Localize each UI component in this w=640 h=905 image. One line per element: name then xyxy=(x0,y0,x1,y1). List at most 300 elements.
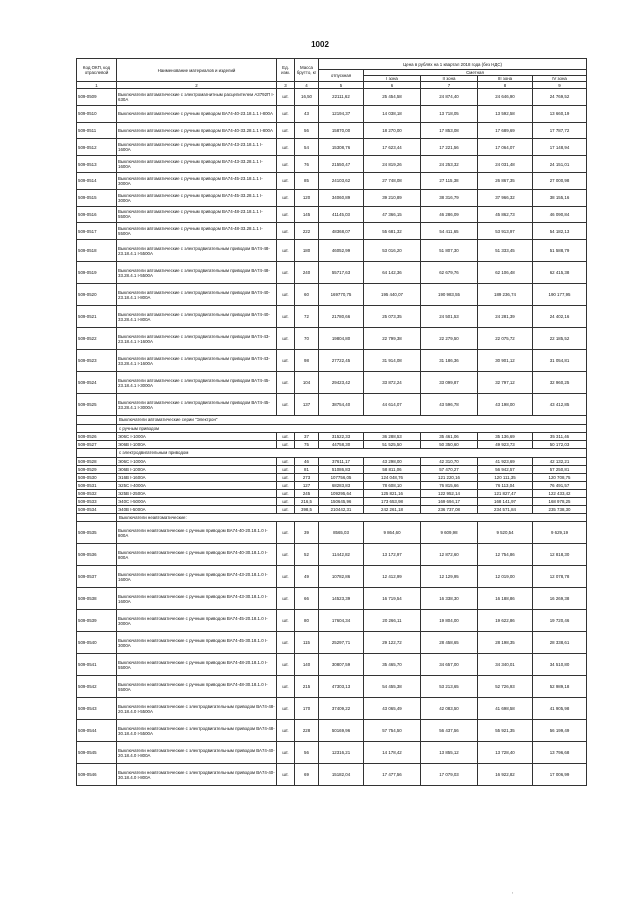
item-code: 509-0512 xyxy=(77,139,117,156)
item-code: 509-0533 xyxy=(77,497,117,505)
price-zone-1: 55 681,32 xyxy=(364,223,421,240)
item-mass: 120 xyxy=(295,189,319,206)
table-row xyxy=(77,489,587,497)
header-zone-4: IV зона xyxy=(533,76,587,82)
price-zone-3: 41 698,58 xyxy=(478,698,533,720)
price-release: 21550,47 xyxy=(319,156,364,173)
item-name: Э16В I-1600А xyxy=(117,473,277,481)
item-code: 509-0509 xyxy=(77,89,117,106)
col-number: 6 xyxy=(364,82,421,89)
table-row xyxy=(77,156,587,173)
item-name: Выключатели автоматические с электродвигательным приводом ВА74-40-33.28.4.1 I-800А xyxy=(117,306,277,328)
header-zone-1: I зона xyxy=(364,76,421,82)
price-release: 25297,71 xyxy=(319,632,364,654)
price-zone-3: 49 923,73 xyxy=(478,441,533,449)
price-zone-2: 53 213,65 xyxy=(421,676,478,698)
item-mass: 56 xyxy=(295,742,319,764)
price-release: 12194,37 xyxy=(319,105,364,122)
price-release: 14523,39 xyxy=(319,588,364,610)
price-zone-2: 9 609,98 xyxy=(421,522,478,544)
item-code: 509-0521 xyxy=(77,306,117,328)
item-name: Выключатели неавтоматические с ручным приводом ВА74-43-20.18.1.0 I-1600А xyxy=(117,566,277,588)
price-zone-4: 35 311,46 xyxy=(533,433,587,441)
item-name: Э25С I-4000А xyxy=(117,481,277,489)
price-zone-3: 17 064,07 xyxy=(478,139,533,156)
price-zone-4: 28 338,61 xyxy=(533,632,587,654)
price-zone-4: 62 415,38 xyxy=(533,262,587,284)
price-zone-1: 57 754,50 xyxy=(364,720,421,742)
item-name: Выключатели неавтоматические с ручным приводом ВА74-40-20.18.1.0 I-800А xyxy=(117,522,277,544)
price-zone-3: 121 827,47 xyxy=(478,489,533,497)
price-zone-2: 121 220,16 xyxy=(421,473,478,481)
price-zone-4: 38 155,16 xyxy=(533,189,587,206)
price-release: 12316,21 xyxy=(319,742,364,764)
section-heading: с электродвигательным приводом xyxy=(117,449,587,458)
price-zone-4: 9 629,19 xyxy=(533,522,587,544)
price-zone-3: 22 075,72 xyxy=(478,328,533,350)
item-name: Выключатели автоматические с электродвигательным приводом ВА74-45-33.28.4.1 I-3000А xyxy=(117,394,277,416)
price-zone-4: 52 989,18 xyxy=(533,676,587,698)
price-zone-2: 43 596,78 xyxy=(421,394,478,416)
price-release: 46052,99 xyxy=(319,240,364,262)
col-number: 3 xyxy=(277,82,295,89)
price-release: 37409,22 xyxy=(319,698,364,720)
price-zone-2: 31 186,36 xyxy=(421,350,478,372)
item-code: 509-0520 xyxy=(77,284,117,306)
item-unit: шт. xyxy=(277,172,295,189)
col-number: 7 xyxy=(421,82,478,89)
price-zone-1: 25 454,58 xyxy=(364,89,421,106)
col-number: 8 xyxy=(478,82,533,89)
item-name: Выключатели автоматические с электродвигательным приводом ВА74-40-23.18.4.1 I-800А xyxy=(117,284,277,306)
item-unit: шт. xyxy=(277,566,295,588)
price-release: 41145,03 xyxy=(319,206,364,223)
price-zone-1: 78 608,10 xyxy=(364,481,421,489)
price-zone-2: 13 855,12 xyxy=(421,742,478,764)
item-unit: шт. xyxy=(277,284,295,306)
table-row xyxy=(77,588,587,610)
price-zone-4: 24 151,01 xyxy=(533,156,587,173)
item-code: 509-0546 xyxy=(77,764,117,786)
price-release: 169770,75 xyxy=(319,284,364,306)
item-code: 509-0535 xyxy=(77,522,117,544)
table-row xyxy=(77,544,587,566)
price-zone-1: 33 872,24 xyxy=(364,372,421,394)
item-unit: шт. xyxy=(277,465,295,473)
table-row xyxy=(77,189,587,206)
table-row xyxy=(77,632,587,654)
table-row xyxy=(77,457,587,465)
price-zone-1: 9 864,60 xyxy=(364,522,421,544)
item-unit: шт. xyxy=(277,505,295,513)
table-row xyxy=(77,742,587,764)
item-name: Выключатели неавтоматические с ручным приводом ВА74-43-30.18.1.0 I-1600А xyxy=(117,588,277,610)
price-zone-1: 43 298,00 xyxy=(364,457,421,465)
price-zone-3: 32 797,12 xyxy=(478,372,533,394)
item-mass: 72 xyxy=(295,306,319,328)
price-release: 150645,96 xyxy=(319,497,364,505)
item-unit: шт. xyxy=(277,89,295,106)
item-unit: шт. xyxy=(277,457,295,465)
price-zone-1: 125 821,16 xyxy=(364,489,421,497)
price-zone-3: 120 111,35 xyxy=(478,473,533,481)
table-row xyxy=(77,240,587,262)
item-mass: 66 xyxy=(295,588,319,610)
item-code: 509-0514 xyxy=(77,172,117,189)
footnote-mark: , xyxy=(512,889,514,895)
price-zone-3: 16 188,86 xyxy=(478,588,533,610)
table-row xyxy=(77,698,587,720)
item-code: 509-0523 xyxy=(77,350,117,372)
price-zone-4: 22 185,52 xyxy=(533,328,587,350)
table-row xyxy=(77,497,587,505)
price-zone-2: 33 099,87 xyxy=(421,372,478,394)
price-zone-3: 43 198,00 xyxy=(478,394,533,416)
price-zone-1: 18 270,00 xyxy=(364,122,421,139)
item-unit: шт. xyxy=(277,105,295,122)
price-zone-3: 41 923,69 xyxy=(478,457,533,465)
item-code: 509-0528 xyxy=(77,457,117,465)
item-mass: 54 xyxy=(295,139,319,156)
item-mass: 16,50 xyxy=(295,89,319,106)
item-code: 509-0526 xyxy=(77,433,117,441)
price-zone-1: 25 073,35 xyxy=(364,306,421,328)
price-zone-2: 236 737,08 xyxy=(421,505,478,513)
item-code: 509-0537 xyxy=(77,566,117,588)
table-row xyxy=(77,654,587,676)
price-zone-4: 43 412,85 xyxy=(533,394,587,416)
header-zone-3: III зона xyxy=(478,76,533,82)
price-zone-3: 17 689,69 xyxy=(478,122,533,139)
item-mass: 85 xyxy=(295,172,319,189)
price-release: 44758,30 xyxy=(319,441,364,449)
price-zone-3: 76 113,04 xyxy=(478,481,533,489)
section-code-cell xyxy=(77,449,117,458)
price-zone-4: 34 510,80 xyxy=(533,654,587,676)
item-unit: шт. xyxy=(277,610,295,632)
price-zone-4: 12 078,78 xyxy=(533,566,587,588)
price-zone-2: 42 083,50 xyxy=(421,698,478,720)
table-row xyxy=(77,441,587,449)
table-row xyxy=(77,206,587,223)
price-zone-2: 19 804,00 xyxy=(421,610,478,632)
item-code: 509-0542 xyxy=(77,676,117,698)
price-zone-3: 34 340,01 xyxy=(478,654,533,676)
table-row xyxy=(77,465,587,473)
price-zone-1: 14 038,18 xyxy=(364,105,421,122)
price-release: 8565,03 xyxy=(319,522,364,544)
price-zone-2: 16 338,30 xyxy=(421,588,478,610)
item-code: 509-0536 xyxy=(77,544,117,566)
item-unit: шт. xyxy=(277,473,295,481)
price-zone-4: 46 090,84 xyxy=(533,206,587,223)
item-code: 509-0525 xyxy=(77,394,117,416)
price-zone-3: 28 198,35 xyxy=(478,632,533,654)
price-zone-2: 122 952,14 xyxy=(421,489,478,497)
item-name: Э06С I-1000А xyxy=(117,433,277,441)
item-code: 509-0538 xyxy=(77,588,117,610)
price-release: 31522,33 xyxy=(319,433,364,441)
price-zone-3: 13 592,58 xyxy=(478,105,533,122)
price-zone-3: 13 728,40 xyxy=(478,742,533,764)
price-zone-3: 24 281,39 xyxy=(478,306,533,328)
price-zone-2: 28 458,65 xyxy=(421,632,478,654)
table-row xyxy=(77,566,587,588)
item-code: 509-0515 xyxy=(77,189,117,206)
table-row xyxy=(77,89,587,106)
item-mass: 69 xyxy=(295,764,319,786)
price-release: 19804,80 xyxy=(319,328,364,350)
price-zone-2: 12 129,95 xyxy=(421,566,478,588)
price-zone-4: 17 006,99 xyxy=(533,764,587,786)
price-zone-3: 9 520,54 xyxy=(478,522,533,544)
price-zone-1: 31 914,08 xyxy=(364,350,421,372)
item-name: Выключатели неавтоматические с электродвигательным приводом ВА74-48-30.18.4.0 I-5500А xyxy=(117,720,277,742)
table-row xyxy=(77,122,587,139)
item-code: 509-0539 xyxy=(77,610,117,632)
section-row xyxy=(77,449,587,458)
price-zone-3: 62 106,48 xyxy=(478,262,533,284)
price-zone-1: 242 261,18 xyxy=(364,505,421,513)
price-zone-3: 55 921,35 xyxy=(478,720,533,742)
price-zone-2: 17 079,03 xyxy=(421,764,478,786)
price-zone-3: 16 922,82 xyxy=(478,764,533,786)
item-mass: 137 xyxy=(295,394,319,416)
item-name: Выключатели автоматические с электродвигательным приводом ВА74-48-23.18.4.1 I-5500А xyxy=(117,240,277,262)
price-release: 11442,82 xyxy=(319,544,364,566)
price-zone-4: 13 796,68 xyxy=(533,742,587,764)
price-zone-2: 51 807,30 xyxy=(421,240,478,262)
price-zone-4: 12 818,30 xyxy=(533,544,587,566)
item-name: Выключатели автоматические с ручным приводом ВА74-45-33.28.1.1 I-3000А xyxy=(117,189,277,206)
item-code: 509-0516 xyxy=(77,206,117,223)
price-zone-4: 42 132,21 xyxy=(533,457,587,465)
price-zone-1: 22 799,38 xyxy=(364,328,421,350)
section-row xyxy=(77,416,587,425)
price-release: 29423,42 xyxy=(319,372,364,394)
item-name: Э06В I-1000А xyxy=(117,441,277,449)
column-number-row xyxy=(77,82,587,89)
item-unit: шт. xyxy=(277,206,295,223)
price-zone-4: 24 402,16 xyxy=(533,306,587,328)
price-zone-1: 24 819,26 xyxy=(364,156,421,173)
price-zone-4: 76 491,57 xyxy=(533,481,587,489)
item-name: Выключатели неавтоматические с электродвигательным приводом ВА74-40-20.18.4.0 I-800А xyxy=(117,742,277,764)
col-number: 2 xyxy=(117,82,277,89)
item-name: Выключатели автоматические с электродвигательным приводом ВА74-45-23.18.4.1 I-3000А xyxy=(117,372,277,394)
table-row xyxy=(77,473,587,481)
price-zone-3: 12 754,86 xyxy=(478,544,533,566)
price-zone-2: 38 316,79 xyxy=(421,189,478,206)
item-unit: шт. xyxy=(277,328,295,350)
price-release: 15182,04 xyxy=(319,764,364,786)
table-row xyxy=(77,764,587,786)
price-zone-4: 27 000,98 xyxy=(533,172,587,189)
price-zone-2: 56 437,56 xyxy=(421,720,478,742)
item-name: Выключатели автоматические с ручным приводом ВА74-48-23.18.1.1 I-5500А xyxy=(117,206,277,223)
price-release: 22111,62 xyxy=(319,89,364,106)
item-unit: шт. xyxy=(277,394,295,416)
item-unit: шт. xyxy=(277,676,295,698)
price-release: 15870,00 xyxy=(319,122,364,139)
item-code: 509-0532 xyxy=(77,489,117,497)
price-zone-1: 43 065,49 xyxy=(364,698,421,720)
price-zone-2: 24 874,40 xyxy=(421,89,478,106)
item-code: 509-0510 xyxy=(77,105,117,122)
price-zone-1: 29 122,72 xyxy=(364,632,421,654)
page-number: 1002 xyxy=(311,40,329,49)
item-unit: шт. xyxy=(277,223,295,240)
price-release: 50169,96 xyxy=(319,720,364,742)
price-zone-4: 13 660,19 xyxy=(533,105,587,122)
price-zone-3: 53 913,97 xyxy=(478,223,533,240)
item-code: 509-0530 xyxy=(77,473,117,481)
item-code: 509-0534 xyxy=(77,505,117,513)
item-mass: 46 xyxy=(295,457,319,465)
table-row xyxy=(77,433,587,441)
item-unit: шт. xyxy=(277,654,295,676)
price-zone-4: 31 054,81 xyxy=(533,350,587,372)
price-zone-1: 124 048,76 xyxy=(364,473,421,481)
price-zone-3: 19 622,86 xyxy=(478,610,533,632)
price-zone-1: 20 266,11 xyxy=(364,610,421,632)
col-number: 9 xyxy=(533,82,587,89)
price-zone-2: 42 310,70 xyxy=(421,457,478,465)
item-name: Выключатели автоматические с ручным приводом ВА74-48-33.28.1.1 I-5500А xyxy=(117,223,277,240)
price-zone-2: 54 411,65 xyxy=(421,223,478,240)
item-name: Выключатели неавтоматические с электродвигательным приводом ВА74-48-20.18.4.0 I-5500А xyxy=(117,698,277,720)
item-code: 509-0517 xyxy=(77,223,117,240)
price-release: 38754,40 xyxy=(319,394,364,416)
header-estimate: Сметная xyxy=(364,70,587,76)
price-zone-2: 27 115,38 xyxy=(421,172,478,189)
price-zone-3: 45 862,73 xyxy=(478,206,533,223)
price-zone-1: 195 440,07 xyxy=(364,284,421,306)
price-zone-1: 17 623,44 xyxy=(364,139,421,156)
item-unit: шт. xyxy=(277,433,295,441)
table-row xyxy=(77,328,587,350)
item-mass: 37 xyxy=(295,433,319,441)
price-zone-2: 50 350,60 xyxy=(421,441,478,449)
section-heading: Выключатели неавтоматические: xyxy=(117,513,587,522)
item-mass: 81 xyxy=(295,465,319,473)
price-zone-2: 12 872,60 xyxy=(421,544,478,566)
item-unit: шт. xyxy=(277,441,295,449)
item-mass: 145 xyxy=(295,206,319,223)
item-code: 509-0529 xyxy=(77,465,117,473)
header-release: отпускная xyxy=(319,70,364,82)
header-row xyxy=(77,59,587,70)
price-zone-4: 235 738,30 xyxy=(533,505,587,513)
price-release: 68283,83 xyxy=(319,481,364,489)
price-zone-2: 22 279,50 xyxy=(421,328,478,350)
price-zone-4: 120 708,75 xyxy=(533,473,587,481)
price-zone-3: 26 867,35 xyxy=(478,172,533,189)
section-code-cell xyxy=(77,424,117,433)
item-code: 509-0544 xyxy=(77,720,117,742)
price-zone-3: 12 019,00 xyxy=(478,566,533,588)
table-row xyxy=(77,262,587,284)
item-unit: шт. xyxy=(277,189,295,206)
item-mass: 60 xyxy=(295,284,319,306)
price-release: 21780,66 xyxy=(319,306,364,328)
item-mass: 240 xyxy=(295,262,319,284)
price-zone-4: 41 905,98 xyxy=(533,698,587,720)
table-row xyxy=(77,306,587,328)
item-unit: шт. xyxy=(277,698,295,720)
item-unit: шт. xyxy=(277,262,295,284)
item-mass: 215 xyxy=(295,676,319,698)
item-unit: шт. xyxy=(277,372,295,394)
section-code-cell xyxy=(77,416,117,425)
price-zone-1: 14 178,42 xyxy=(364,742,421,764)
item-mass: 70 xyxy=(295,328,319,350)
item-name: Выключатели неавтоматические с электродвигательным приводом ВА74-40-30.18.4.0 I-800А xyxy=(117,764,277,786)
price-zone-4: 56 199,49 xyxy=(533,720,587,742)
item-unit: шт. xyxy=(277,122,295,139)
price-release: 24103,62 xyxy=(319,172,364,189)
col-number: 5 xyxy=(319,82,364,89)
item-mass: 52 xyxy=(295,544,319,566)
item-code: 509-0543 xyxy=(77,698,117,720)
header-unit: Ед. изм. xyxy=(277,59,295,82)
item-mass: 222 xyxy=(295,223,319,240)
table-body xyxy=(77,59,587,786)
price-zone-4: 122 433,42 xyxy=(533,489,587,497)
price-release: 27722,45 xyxy=(319,350,364,372)
price-zone-1: 51 525,50 xyxy=(364,441,421,449)
item-unit: шт. xyxy=(277,240,295,262)
item-mass: 76 xyxy=(295,156,319,173)
price-zone-1: 44 614,07 xyxy=(364,394,421,416)
price-release: 51086,83 xyxy=(319,465,364,473)
price-release: 15308,76 xyxy=(319,139,364,156)
price-zone-3: 189 236,74 xyxy=(478,284,533,306)
price-zone-2: 76 815,66 xyxy=(421,481,478,489)
price-release: 55717,63 xyxy=(319,262,364,284)
price-zone-1: 39 210,89 xyxy=(364,189,421,206)
price-zone-4: 54 182,13 xyxy=(533,223,587,240)
table-row xyxy=(77,676,587,698)
price-release: 37611,17 xyxy=(319,457,364,465)
item-mass: 56 xyxy=(295,122,319,139)
table-row xyxy=(77,610,587,632)
price-zone-2: 17 853,08 xyxy=(421,122,478,139)
price-zone-1: 35 465,70 xyxy=(364,654,421,676)
item-name: Выключатели неавтоматические с ручным приводом ВА74-48-30.18.1.0 I-5500А xyxy=(117,676,277,698)
price-zone-2: 13 718,05 xyxy=(421,105,478,122)
item-name: Выключатели автоматические с электродвигательным приводом ВА74-43-23.18.4.1 I-1600А xyxy=(117,328,277,350)
price-zone-1: 27 748,08 xyxy=(364,172,421,189)
header-price-group: Цена в рублях на 1 квартал 2018 года (без НДС) xyxy=(319,59,587,70)
item-mass: 104 xyxy=(295,372,319,394)
table-row xyxy=(77,720,587,742)
item-unit: шт. xyxy=(277,350,295,372)
item-mass: 228 xyxy=(295,720,319,742)
item-mass: 216,5 xyxy=(295,497,319,505)
price-zone-1: 16 719,54 xyxy=(364,588,421,610)
item-name: Э25В I-2500А xyxy=(117,489,277,497)
item-unit: шт. xyxy=(277,522,295,544)
item-mass: 245 xyxy=(295,489,319,497)
price-zone-3: 35 136,69 xyxy=(478,433,533,441)
section-row xyxy=(77,513,587,522)
price-zone-2: 62 679,76 xyxy=(421,262,478,284)
table-row xyxy=(77,172,587,189)
price-zone-2: 190 983,55 xyxy=(421,284,478,306)
price-release: 10782,86 xyxy=(319,566,364,588)
item-name: Выключатели автоматические с ручным приводом ВА74-40-33.28.1.1 I-800А xyxy=(117,122,277,139)
